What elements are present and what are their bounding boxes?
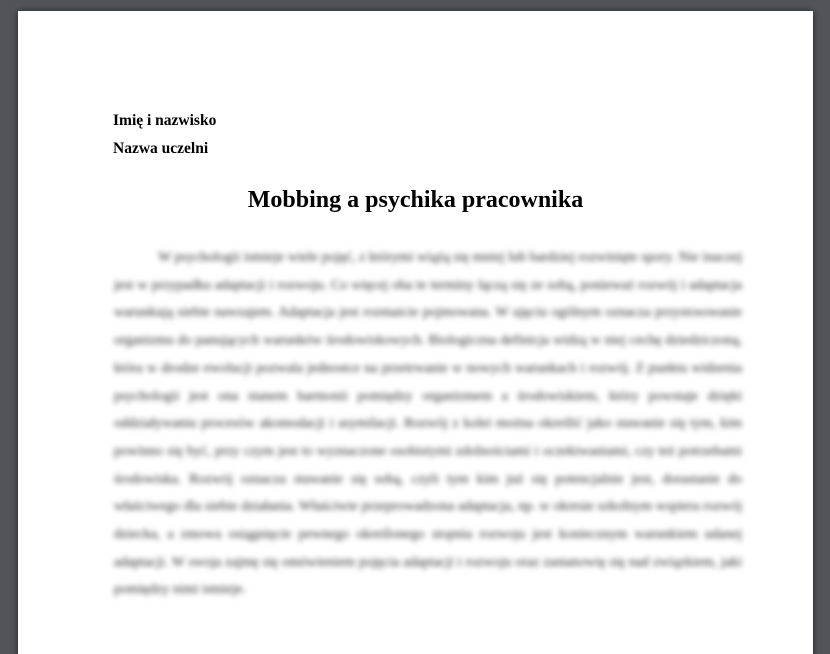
body-paragraph: W psychologii istnieje wiele pojęć, z którymi wiążą się mniej lub bardziej rozwinięte spory. Nie inaczej jest w przypadku adaptacji i rozwoju. Co więcej oba te terminy łączą się ze sobą, ponieważ rozwój i adaptacja warunkują siebie nawzajem. Adaptacja jest rozmaicie pojmowana. W ujęciu ogólnym oznacza przystosowanie organizmu do panujących warunków środowiskowych. Biologiczna definicja widzą w niej cechę dziedziczoną, która w drodze ewolucji pozwala jednostce na przetrwanie w nowych warunkach i rozwój. Z punktu widzenia psychologii jest ona stanem harmonii pomiędzy organizmem a środowiskiem, który powstaje dzięki oddziaływaniu procesów akomodacji i asymilacji. Rozwój z kolei można określić jako stawanie się tym, kim powinno się być, przy czym jest to wyznaczone osobistymi zdolnościami i oczekiwaniami, czy też potrzebami środowiska. Rozwój oznacza stawanie się sobą, czyli tym kim już się potencjalnie jest, dorastanie do właściwego dla siebie działania. Właściwie przeprowadzona adaptacja, np. w okresie szkolnym wspiera rozwój dziecka, a zmowa osiągnięcie pewnego określonego stopnia rozwoju jest koniecznym warunkiem udanej adaptacji. W swoja zajmę się omówieniem pojęcia adaptacji i rozwoju oraz zastanowię się nad związkiem, jaki pomiędzy nimi istnieje. — [114, 250, 742, 598]
author-name: Imię i nazwisko — [113, 112, 217, 129]
document-page — [18, 11, 813, 654]
document-title: Mobbing a psychika pracownika — [247, 187, 584, 213]
school-name: Nazwa uczelni — [113, 140, 209, 157]
author-block — [113, 107, 216, 163]
